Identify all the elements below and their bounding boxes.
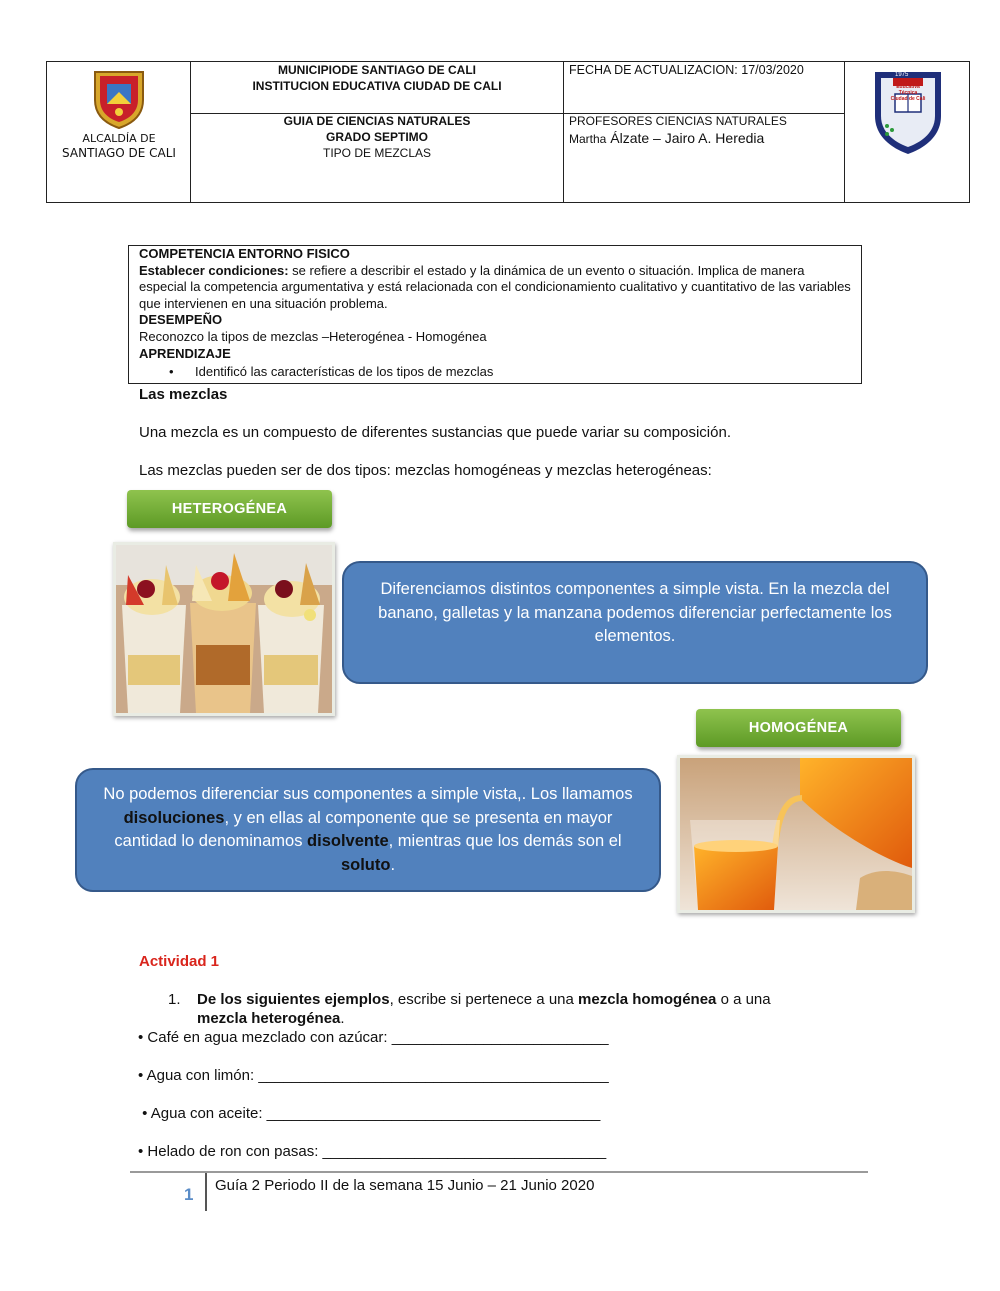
institucion-title: INSTITUCION EDUCATIVA CIUDAD DE CALI [252, 79, 502, 93]
header-table [46, 61, 970, 203]
homogenea-text-4: . [390, 855, 396, 874]
actividad-title: Actividad 1 [139, 953, 220, 970]
footer-divider [130, 1171, 868, 1173]
actividad-question-number: 1. [168, 991, 181, 1008]
mezclas-types: Las mezclas pueden ser de dos tipos: mezclas homogéneas y mezclas heterogéneas: [139, 462, 712, 479]
heterogenea-tag: HETEROGÉNEA [127, 490, 332, 528]
homogenea-text-3: , mientras que los demás son el [388, 832, 622, 850]
example-cafe[interactable]: • Café en agua mezclado con azúcar: __________________________ [138, 1029, 609, 1046]
question-bold-3: mezcla heterogénea [197, 1010, 341, 1027]
soluto-keyword: soluto [340, 855, 391, 874]
establecer-text: se refiere a describir el estado y la dinámica de un evento o situación. Implica de manera especial la competencia argumentativa y está relacionada con el condicionamiento cualitativo y cuantitativo de las variables que intervienen en una situación problema. [139, 262, 851, 311]
logo-text-3: Técnica [898, 90, 918, 96]
footer-vertical-bar [205, 1173, 207, 1211]
logo-text-2: Educativa [896, 84, 920, 90]
example-agua-aceite[interactable]: • Agua con aceite: ________________________________________ [138, 1105, 601, 1122]
alcaldia-logo [87, 66, 151, 130]
homogenea-text-1: No podemos diferenciar sus componentes a simple vista,. Los llamamos [103, 785, 633, 803]
example-helado[interactable]: • Helado de ron con pasas: __________________________________ [138, 1143, 607, 1160]
homogenea-text-2: , y en ellas al componente que se presenta en mayor cantidad lo denominamos [114, 808, 613, 850]
actividad-question [197, 990, 847, 1028]
mezclas-title: Las mezclas [139, 386, 228, 403]
municipio-title: MUNICIPIODE SANTIAGO DE CALI [277, 63, 476, 77]
footer-text: Guía 2 Periodo II de la semana 15 Junio – 21 Junio 2020 [215, 1177, 595, 1194]
desempeno-text: Reconozco la tipos de mezclas –Heterogénea - Homogénea [139, 328, 487, 344]
example-agua-limon[interactable]: • Agua con limón: __________________________________________ [138, 1067, 609, 1084]
logo-text-4: Ciudad de Cali [890, 96, 926, 102]
logo-text-1: Institución [895, 78, 921, 84]
tipo-title: TIPO DE MEZCLAS [322, 146, 432, 160]
aprendizaje-item: Identificó las características de los tipos de mezclas [195, 364, 494, 380]
orange-juice-image [677, 755, 915, 913]
logo-year: 1975 [895, 72, 909, 78]
question-text-2: o a una [716, 991, 771, 1008]
homogenea-callout [75, 768, 661, 892]
page-number: 1 [184, 1185, 194, 1204]
grado-title: GRADO SEPTIMO [325, 130, 428, 144]
question-text-1: , escribe si pertenece a una [389, 991, 579, 1008]
dessert-cups-image [113, 542, 335, 716]
disoluciones-keyword: disoluciones [123, 808, 225, 827]
homogenea-tag: HOMOGÉNEA [696, 709, 901, 747]
question-bold-2: mezcla homogénea [578, 991, 717, 1008]
heterogenea-text: Diferenciamos distintos componentes a simple vista. En la mezcla del banano, galletas y la manzana podemos diferenciar perfectamente los elementos. [378, 580, 892, 645]
mezclas-definition: Una mezcla es un compuesto de diferentes sustancias que puede variar su composición. [139, 424, 731, 441]
aprendizaje-title: APRENDIZAJE [139, 345, 231, 361]
alcaldia-line2: SANTIAGO DE CALI [62, 146, 176, 160]
disolvente-keyword: disolvente [307, 832, 389, 850]
alcaldia-line1: ALCALDÍA DE [82, 132, 156, 145]
competencia-box [128, 245, 862, 384]
question-text-3: . [340, 1010, 345, 1027]
profesores-prefix: Martha [569, 132, 607, 146]
profesores-names: Álzate – Jairo A. Heredia [606, 130, 765, 146]
heterogenea-callout [342, 561, 928, 684]
competencia-title: COMPETENCIA ENTORNO FISICO [139, 246, 350, 261]
question-bold-1: De los siguientes ejemplos [197, 991, 390, 1008]
fecha-actualizacion: FECHA DE ACTUALIZACION: 17/03/2020 [569, 63, 804, 77]
establecer-label: Establecer condiciones: [139, 262, 289, 278]
desempeno-title: DESEMPEÑO [139, 312, 223, 328]
guia-title: GUIA DE CIENCIAS NATURALES [283, 114, 471, 128]
profesores-title: PROFESORES CIENCIAS NATURALES [569, 114, 787, 128]
institucion-logo [865, 64, 951, 156]
